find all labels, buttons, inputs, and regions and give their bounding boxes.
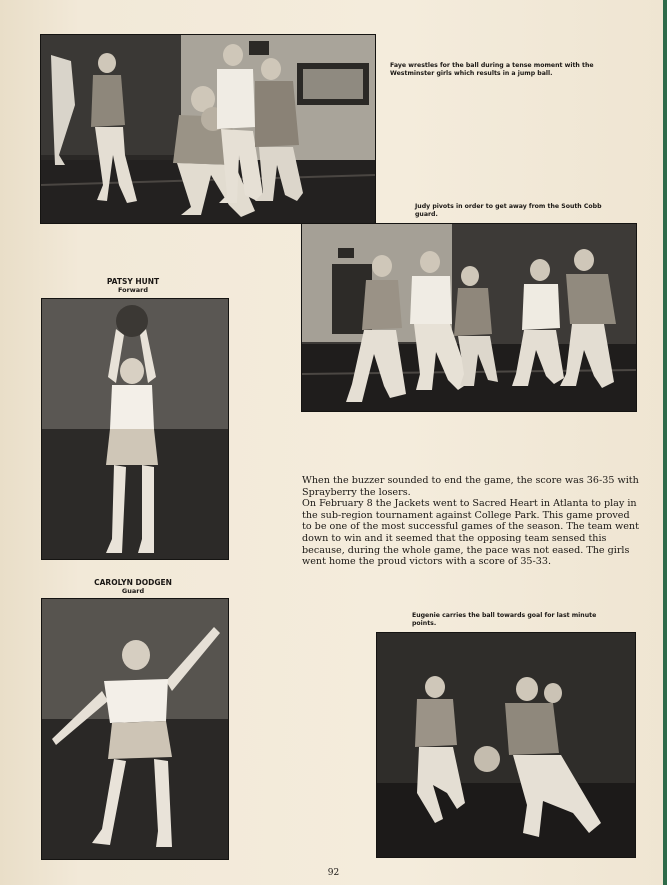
eugenie-goal-photo bbox=[376, 632, 636, 858]
patsy-hunt-photo bbox=[41, 298, 229, 560]
patsy-hunt-name: PATSY HUNT bbox=[106, 277, 160, 286]
patsy-hunt-label bbox=[40, 277, 226, 294]
patsy-hunt-photo-art bbox=[42, 299, 228, 559]
judy-pivot-photo-art bbox=[302, 224, 636, 411]
carolyn-dodgen-label bbox=[40, 578, 226, 595]
binding-edge bbox=[663, 0, 667, 885]
patsy-hunt-position: Forward bbox=[117, 286, 149, 294]
game-recap-text bbox=[302, 475, 642, 568]
carolyn-dodgen-position: Guard bbox=[121, 587, 145, 595]
jump-ball-caption: Faye wrestles for the ball during a tense moment with the Westminster girls which results in a jump ball. bbox=[390, 62, 594, 77]
judy-pivot-caption: Judy pivots in order to get away from the South Cobb guard. bbox=[415, 203, 602, 218]
eugenie-goal-photo-art bbox=[377, 633, 635, 857]
page-number: 92 bbox=[327, 868, 340, 878]
recap-paragraph-2: On February 8 the Jackets went to Sacred Heart in Atlanta to play in the sub-region tournament against College Park. This game proved to be one of the most successful games of the season. The team went down to win and it seemed that the opposing team sensed this because, during the whole game, the pace was not eased. The girls went home the proud victors with a score of 35-33. bbox=[302, 498, 639, 568]
eugenie-goal-caption: Eugenie carries the ball towards goal for last minute points. bbox=[412, 612, 597, 627]
jump-ball-photo bbox=[40, 34, 376, 224]
judy-pivot-photo bbox=[301, 223, 637, 412]
carolyn-dodgen-photo bbox=[41, 598, 229, 860]
carolyn-dodgen-name: CAROLYN DODGEN bbox=[94, 578, 172, 587]
carolyn-dodgen-photo-art bbox=[42, 599, 228, 859]
recap-paragraph-1: When the buzzer sounded to end the game, the score was 36-35 with Sprayberry the losers. bbox=[302, 475, 639, 498]
jump-ball-photo-art bbox=[41, 35, 375, 223]
